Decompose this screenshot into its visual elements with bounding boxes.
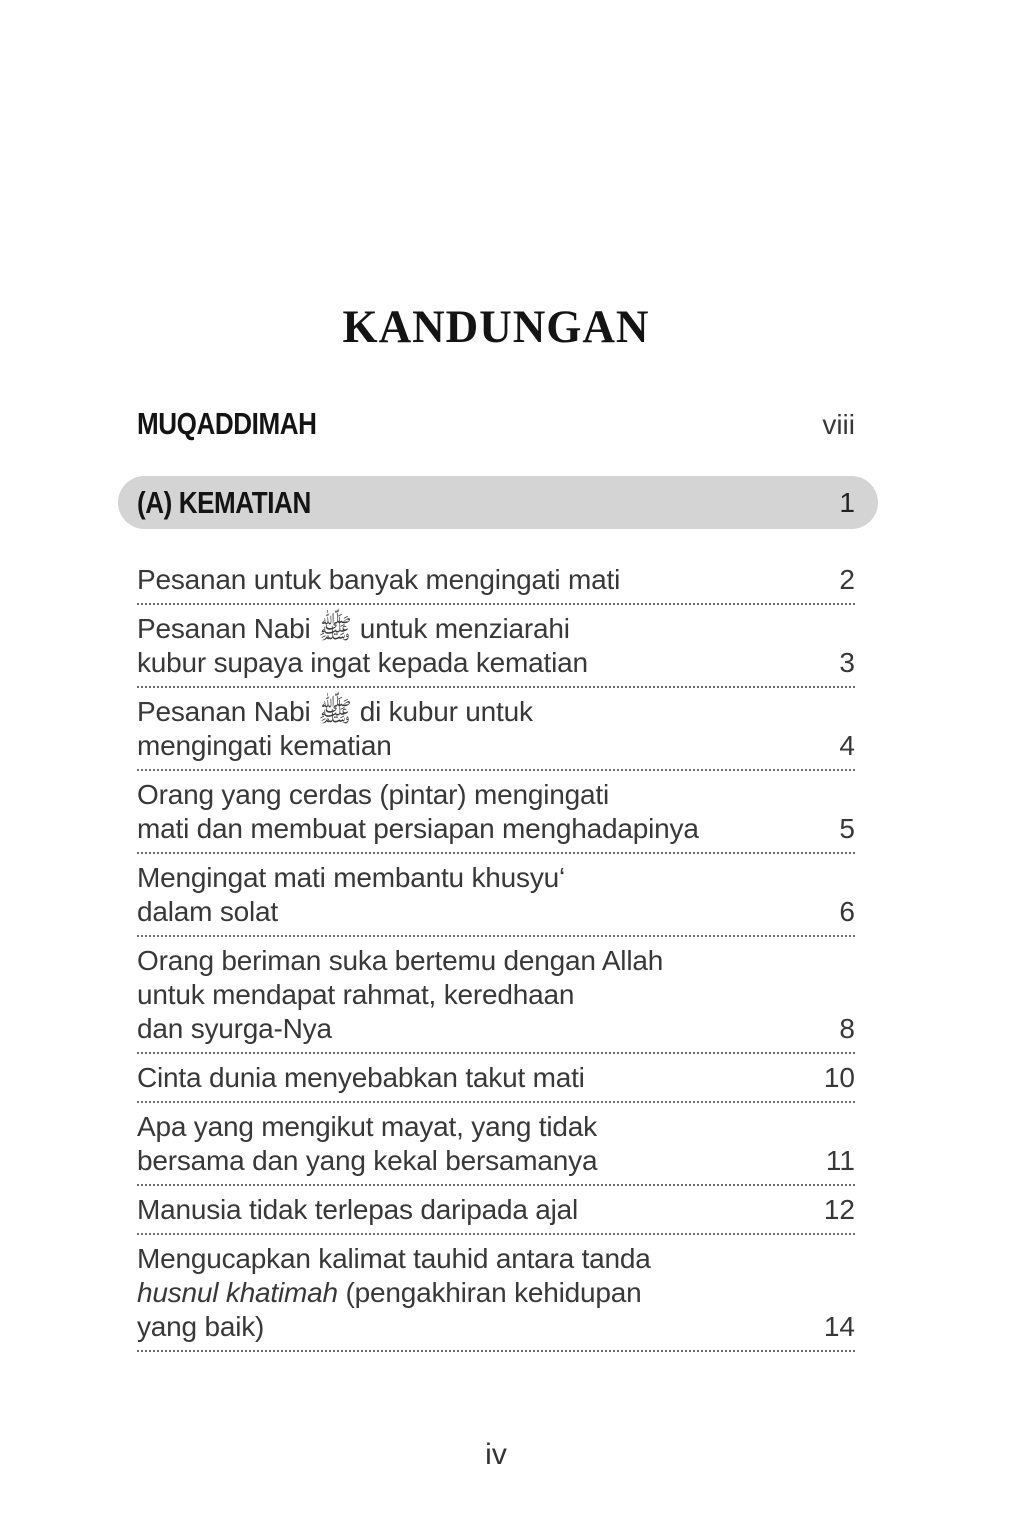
toc-row (137, 771, 855, 854)
muqaddimah-page-number: viii (822, 409, 855, 440)
toc-entry-page: 4 (839, 730, 855, 761)
muqaddimah-label: MUQADDIMAH (137, 406, 317, 441)
toc-row (137, 937, 855, 1054)
toc-row (137, 605, 855, 688)
toc-list (137, 556, 855, 1352)
toc-entry-title: Orang yang cerdas (pintar) mengingati mati dan membuat persiapan menghadapinya (137, 779, 699, 844)
toc-entry-title: Cinta dunia menyebabkan takut mati (137, 1062, 585, 1093)
toc-entry-title: Orang beriman suka bertemu dengan Allah untuk mendapat rahmat, keredhaan dan syurga-Nya (137, 945, 664, 1044)
toc-row (137, 1235, 855, 1352)
toc-row (137, 1054, 855, 1103)
toc-entry-page: 6 (839, 896, 855, 927)
toc-row (137, 556, 855, 605)
toc-entry-title: Manusia tidak terlepas daripada ajal (137, 1194, 579, 1225)
toc-entry-page: 2 (839, 564, 855, 595)
toc-entry-title: Mengingat mati membantu khusyu‘ dalam solat (137, 862, 566, 927)
toc-entry-title: Pesanan untuk banyak mengingati mati (137, 564, 621, 595)
toc-entry-page: 3 (839, 647, 855, 678)
toc-page (137, 0, 855, 1352)
toc-entry-page: 12 (823, 1194, 855, 1225)
toc-row (137, 1186, 855, 1235)
toc-entry-page: 5 (839, 813, 855, 844)
folio-page-number: iv (485, 1438, 507, 1471)
section-page-number: 1 (839, 486, 855, 518)
toc-row (137, 1103, 855, 1186)
section-header-kematian (118, 476, 878, 529)
toc-entry-page: 14 (823, 1311, 855, 1342)
toc-entry-title: Mengucapkan kalimat tauhid antara tanda husnul khatimah (pengakhiran kehidupan yang baik) (137, 1243, 651, 1342)
toc-entry-page: 8 (839, 1013, 855, 1044)
toc-entry-title: Pesanan Nabi ﷺ di kubur untuk mengingati kematian (137, 696, 533, 761)
toc-entry-page: 11 (825, 1145, 855, 1176)
toc-entry-title: Apa yang mengikut mayat, yang tidak bersama dan yang kekal bersamanya (137, 1111, 598, 1176)
toc-entry-title: Pesanan Nabi ﷺ untuk menziarahi kubur supaya ingat kepada kematian (137, 613, 588, 678)
toc-row (137, 688, 855, 771)
muqaddimah-row (137, 406, 855, 442)
section-label: (A) KEMATIAN (137, 484, 311, 520)
toc-row (137, 854, 855, 937)
page-title: KANDUNGAN (342, 301, 650, 353)
toc-entry-page: 10 (823, 1062, 855, 1093)
